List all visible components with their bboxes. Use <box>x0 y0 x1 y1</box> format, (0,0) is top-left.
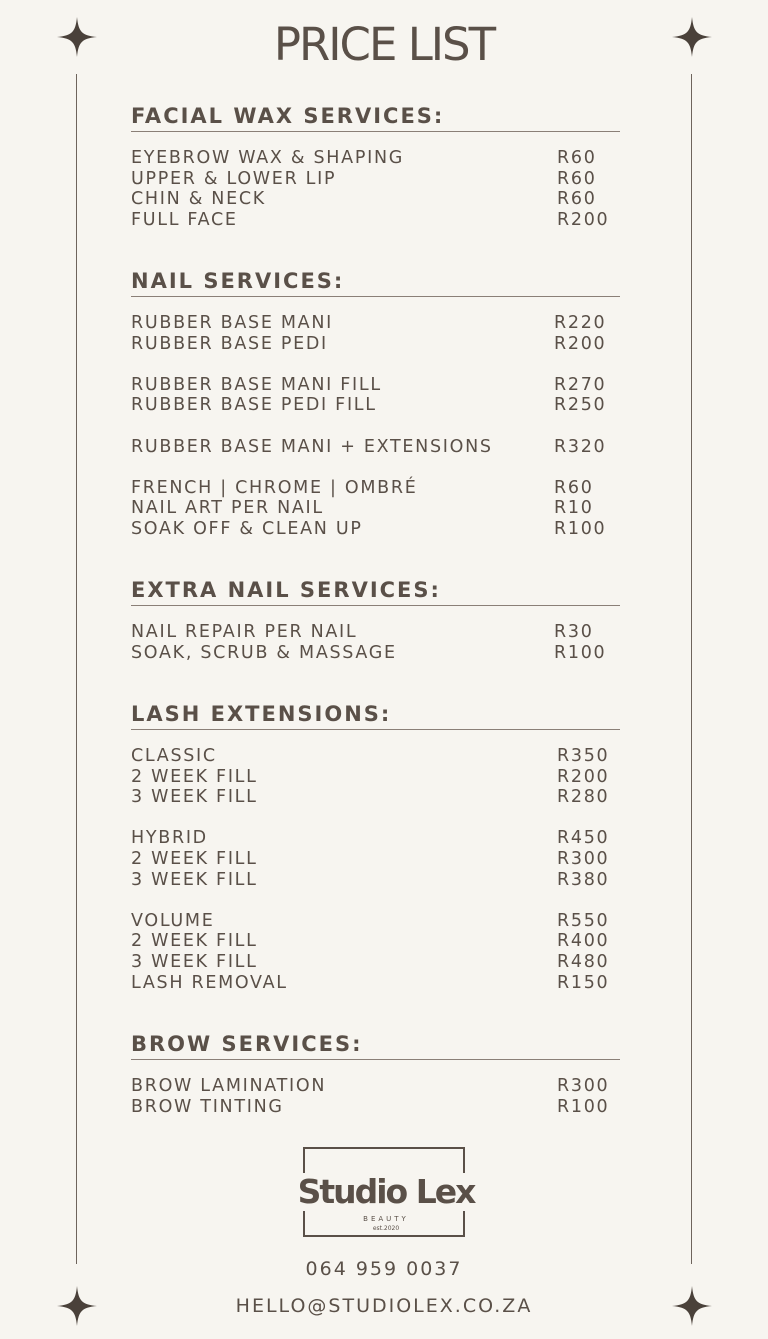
service-name: RUBBER BASE MANI <box>131 313 333 333</box>
price-rows <box>131 1076 620 1117</box>
service-price: R450 <box>557 828 610 849</box>
service-name: VOLUME <box>131 910 215 931</box>
price-row <box>131 931 620 952</box>
contact-email[interactable]: HELLO@STUDIOLEX.CO.ZA <box>235 1295 533 1317</box>
section-title: EXTRA NAIL SERVICES: <box>131 578 620 606</box>
service-name: HYBRID <box>131 828 208 849</box>
service-name: SOAK, SCRUB & MASSAGE <box>131 642 397 663</box>
service-name: BROW LAMINATION <box>131 1076 327 1096</box>
price-row <box>131 395 620 416</box>
service-price: R400 <box>557 931 610 952</box>
section-brow-services <box>131 1032 620 1117</box>
service-name: 2 WEEK FILL <box>131 848 258 869</box>
right-border-line <box>691 74 692 1264</box>
logo-wordmark: Studio Lex <box>295 1173 477 1211</box>
page-title: PRICE LIST <box>273 18 495 71</box>
price-rows <box>131 313 620 540</box>
service-price: R270 <box>554 374 607 395</box>
price-row <box>131 189 620 210</box>
price-row <box>131 643 620 664</box>
price-row <box>131 828 620 849</box>
service-name: NAIL ART PER NAIL <box>131 498 324 519</box>
service-price: R150 <box>557 972 610 993</box>
service-price: R200 <box>554 333 607 354</box>
service-name: LASH REMOVAL <box>131 972 288 993</box>
section-title: FACIAL WAX SERVICES: <box>131 104 620 132</box>
section-title: NAIL SERVICES: <box>131 269 620 297</box>
price-row <box>131 169 620 190</box>
service-name: FULL FACE <box>131 209 238 230</box>
service-name: SOAK OFF & CLEAN UP <box>131 518 363 539</box>
service-price: R100 <box>554 518 607 539</box>
service-name: 2 WEEK FILL <box>131 931 258 952</box>
service-price: R300 <box>557 848 610 869</box>
service-name: RUBBER BASE MANI FILL <box>131 374 382 395</box>
price-row <box>131 746 620 767</box>
price-row <box>131 1076 620 1097</box>
service-price: R30 <box>554 622 594 642</box>
price-rows <box>131 148 620 230</box>
brand-logo <box>297 1147 475 1237</box>
service-price: R280 <box>557 787 610 808</box>
section-title: LASH EXTENSIONS: <box>131 702 620 730</box>
price-row <box>131 787 620 808</box>
service-name: RUBBER BASE PEDI FILL <box>131 395 377 416</box>
service-price: R200 <box>557 209 610 230</box>
service-name: 3 WEEK FILL <box>131 869 258 890</box>
service-price: R250 <box>554 395 607 416</box>
service-name: 2 WEEK FILL <box>131 766 258 787</box>
price-row <box>131 313 620 334</box>
service-name: RUBBER BASE PEDI <box>131 333 328 354</box>
section-extra-nail-services <box>131 578 620 663</box>
logo-subtitle: BEAUTY <box>363 1215 409 1223</box>
price-row <box>131 973 620 994</box>
price-row <box>131 1097 620 1118</box>
price-row <box>131 148 620 169</box>
service-name: CLASSIC <box>131 746 217 766</box>
service-name: BROW TINTING <box>131 1096 284 1117</box>
price-row <box>131 210 620 231</box>
section-nail-services <box>131 269 620 540</box>
service-price: R350 <box>557 746 610 766</box>
price-row <box>131 334 620 355</box>
price-row <box>131 767 620 788</box>
price-row <box>131 519 620 540</box>
service-name: 3 WEEK FILL <box>131 951 258 972</box>
price-rows <box>131 622 620 663</box>
service-price: R200 <box>557 766 610 787</box>
service-name: CHIN & NECK <box>131 189 266 210</box>
service-name: NAIL REPAIR PER NAIL <box>131 622 358 642</box>
service-price: R60 <box>557 189 597 210</box>
contact-phone[interactable]: 064 959 0037 <box>305 1258 463 1280</box>
section-lash-extensions <box>131 702 620 993</box>
service-price: R480 <box>557 951 610 972</box>
service-name: RUBBER BASE MANI + EXTENSIONS <box>131 436 493 457</box>
section-title: BROW SERVICES: <box>131 1032 620 1060</box>
price-row <box>131 478 620 499</box>
service-price: R320 <box>554 436 607 457</box>
service-price: R60 <box>557 168 597 189</box>
price-row <box>131 952 620 973</box>
service-price: R60 <box>554 477 594 498</box>
service-name: 3 WEEK FILL <box>131 787 258 808</box>
price-row <box>131 437 620 458</box>
service-price: R220 <box>554 313 607 333</box>
service-name: UPPER & LOWER LIP <box>131 168 337 189</box>
price-rows <box>131 746 620 993</box>
section-facial-wax <box>131 104 620 230</box>
service-price: R380 <box>557 869 610 890</box>
price-row <box>131 498 620 519</box>
logo-established: est.2020 <box>372 1225 400 1232</box>
service-name: EYEBROW WAX & SHAPING <box>131 148 404 168</box>
service-price: R300 <box>557 1076 610 1096</box>
price-row <box>131 870 620 891</box>
service-price: R10 <box>554 498 594 519</box>
service-price: R100 <box>554 642 607 663</box>
service-price: R60 <box>557 148 597 168</box>
price-row <box>131 375 620 396</box>
service-price: R100 <box>557 1096 610 1117</box>
price-row <box>131 849 620 870</box>
service-price: R550 <box>557 910 610 931</box>
service-name: FRENCH | CHROME | OMBRÉ <box>131 477 418 498</box>
price-row <box>131 911 620 932</box>
left-border-line <box>76 74 77 1264</box>
price-row <box>131 622 620 643</box>
